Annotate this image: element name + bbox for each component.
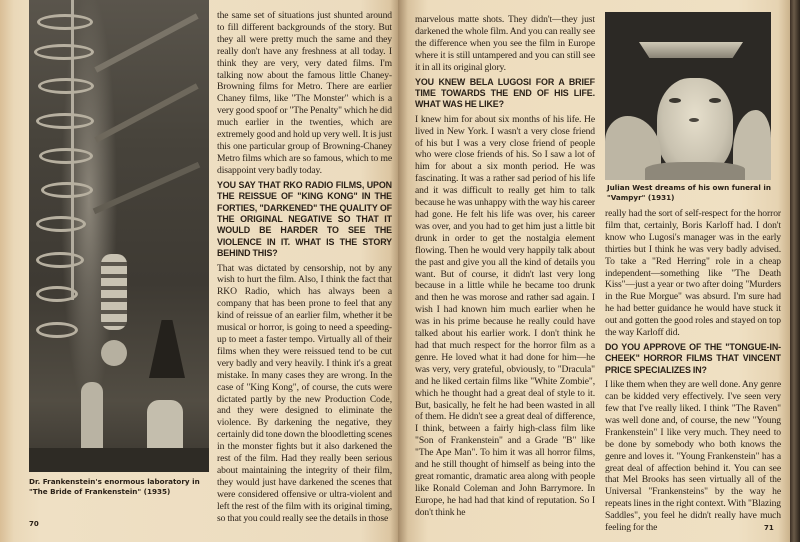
shroud bbox=[645, 162, 745, 180]
stacked-lamp bbox=[101, 254, 127, 330]
laboratory-photo bbox=[29, 0, 209, 472]
globe-lamp bbox=[101, 340, 127, 366]
paragraph: the same set of situations just shunted around to fill different backgrounds of the story. But they all were pretty much the same and they really don't have any freshness at all today. I think they are very, very dated films. I'm talking now about the famous little Chaney-Browning films for Metro. There are earlier Chaney films, like "The Monster" which is a very good spoof or "The Penalty" which he did much earlier in the twenties, which are extremely good and hold up very well. It is just this one particular group of Browning-Chaney Metro films which are so famous, which to me disappoint very badly today. bbox=[217, 10, 392, 176]
text-column-3 bbox=[605, 208, 781, 537]
coil-ring bbox=[41, 182, 93, 198]
left-eye bbox=[669, 98, 681, 103]
text-column-2 bbox=[415, 14, 595, 522]
coil-ring bbox=[36, 322, 78, 338]
paragraph: marvelous matte shots. They didn't—they just darkened the whole film. And you can really see the difference when you see the film in Europe where it is still untampered and you can still see it in all its original glory. bbox=[415, 14, 595, 73]
page-edge-shadow bbox=[790, 0, 800, 542]
nose bbox=[689, 118, 699, 122]
coil-ring bbox=[37, 14, 93, 30]
page-number-right: 71 bbox=[764, 524, 774, 532]
coil-ring bbox=[38, 78, 94, 94]
text-column-1 bbox=[217, 10, 392, 527]
interview-answer: I knew him for about six months of his life. He lived in New York. I wasn't a very close friend of his but I was a very close friend of people who were close friends of his. So I saw a lot of him for about a six month period. He was fascinating. It was a rather sad period of his life and it was difficult to really get him to talk because he was unhappy with the way his career had gone. He felt his life was over, his career was over, and you had to get him just a little bit drunk in order to get the nostalgia element flowing. Then he would very happily talk about the past and give you all the kind of details you want. But of course, it didn't last very long because in a little while he became too drunk and then he was morose and rather sad again. I wish I had known him much earlier when he was in his prime because he really could have talked about his earlier work. I don't think he had that much respect for the horror film as a genre. He loved what it had done for him—he was very, very grateful, obviously, to "Dracula" and he liked certain films like "White Zombie", which he thought had a great deal of style to it. But, basically, he felt he had been wasted in all of them. He didn't see a great deal of difference, I think, between a fairly high-class film like "Son of Frankenstein" and a Grade "B" like "The Ape Man". To him it was all horror films, and he still thought of himself as being into the great romantic, dramatic area along with people like Ronald Coleman and John Barrymore. In Europe, he had had that kind of reputation. So I don't think he bbox=[415, 113, 595, 518]
paragraph: really had the sort of self-respect for the horror film that, certainly, Boris Karloff had. I don't know who Lugosi's manager was in the early thirties but I think he was very badly advised. To take a "Red Herring" role in a cheap independent—something like "The Death Kiss"—just a year or two after doing "Murders in the Rue Morgue" was absurd. I'm sure had he had better guidance he would have stuck it out and gotten the good roles and stayed on top the way Karloff did. bbox=[605, 208, 781, 339]
coffin-window bbox=[639, 42, 743, 58]
coil-ring bbox=[39, 148, 93, 164]
wall-ledge bbox=[94, 83, 198, 142]
wall-ledge bbox=[94, 13, 198, 72]
page-number-left: 70 bbox=[29, 520, 39, 528]
coil-ring bbox=[36, 252, 84, 268]
coil-ring bbox=[36, 216, 86, 232]
interview-answer: I like them when they are well done. Any genre can be kidded very effectively. I've seen very few that I've really liked. I think "The Raven" was well done and, of course, the new "Young Frankenstein" I like very much. They need to be done by somebody who both knows the genre and loves it. "Young Frankenstein" has a great deal of affection behind it. You can see that Mel Brooks has seen virtually all of the Universal "Frankensteins" by the way he repeats lines in the right context. With "Blazing Saddles", you feel he didn't really have much feeling for the bbox=[605, 379, 781, 534]
coil-ring bbox=[36, 286, 78, 302]
right-eye bbox=[709, 98, 721, 103]
wall-ledge bbox=[93, 162, 200, 214]
interview-question: DO YOU APPROVE OF THE "TONGUE-IN-CHEEK" HORROR FILMS THAT VINCENT PRICE SPECIALIZES IN? bbox=[605, 341, 781, 375]
vampyr-photo bbox=[605, 12, 771, 180]
lab-bench bbox=[29, 448, 209, 472]
interview-question: YOU SAY THAT RKO RADIO FILMS, UPON THE REISSUE OF "KING KONG" IN THE FORTIES, "DARKENED" THE QUALITY OF THE ORIGINAL NEGATIVE SO THAT IT WOULD BE HARDER TO SEE THE VIOLENCE IN IT. WHAT IS THE STORY BEHIND THIS? bbox=[217, 179, 392, 259]
photo-caption-right: Julian West dreams of his own funeral in "Vampyr" (1931) bbox=[607, 183, 771, 202]
right-page bbox=[398, 0, 790, 542]
hanging-lamp bbox=[149, 320, 185, 378]
coil-ring bbox=[34, 44, 94, 60]
interview-question: YOU KNEW BELA LUGOSI FOR A BRIEF TIME TOWARDS THE END OF HIS LIFE. WHAT WAS HE LIKE? bbox=[415, 76, 595, 110]
coil-ring bbox=[36, 113, 94, 129]
left-page bbox=[0, 0, 398, 542]
interview-answer: That was dictated by censorship, not by any wish to hurt the film. Also, I think the fact that RKO Radio, which has always been a company that has been prone to feel that any kind of reissue of an earlier film, whether it be musical or horror, is going to need a speeding-up to meet a faster tempo. Virtually all of their films when they were reissued tend to be cut very badly and very heavily. I think it's a great mistake. In many cases they are wrong. In the case of "King Kong", of course, the cuts were dictated partly by the new Production Code, and they were designed to eliminate the violence. By darkening the negative, they certainly did tone down the bloodletting scenes in the monster fights but it also darkened the rest of the film. Had they really been serious about maintaining the integrity of their film, they would just have darkened the scenes that were considered offensive or ultra-violent and left the rest of the film with its original timing, so that you could really see the details in those bbox=[217, 262, 392, 524]
photo-caption-left: Dr. Frankenstein's enormous laboratory in "The Bride of Frankenstein" (1935) bbox=[29, 477, 200, 496]
face bbox=[657, 78, 733, 174]
